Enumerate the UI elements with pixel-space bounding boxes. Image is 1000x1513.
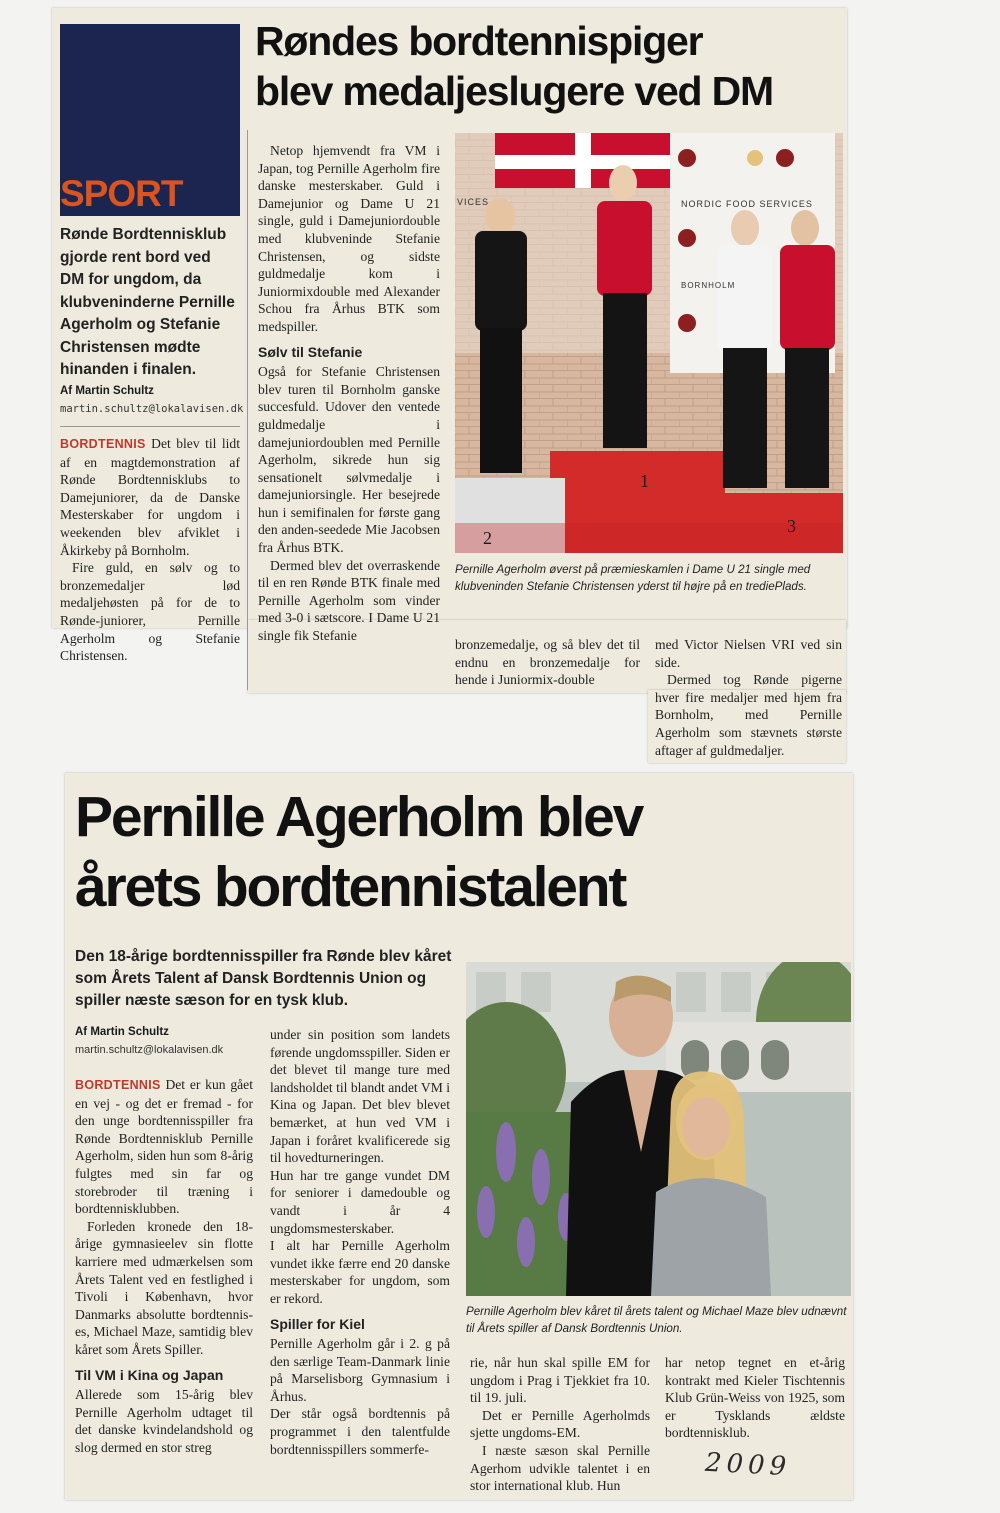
- article2-col2-p2: Hun har tre gange vundet DM for seniorer i damedouble og vandt i år 4 ungdomsmesterskaber.: [270, 1167, 450, 1236]
- article2-col3-p3: I næste sæson skal Pernille Agerhom udvikle talentet i en stor international klub. Hun: [470, 1442, 650, 1494]
- article2-subhead2: Spiller for Kiel: [270, 1315, 365, 1332]
- article1-subhead1: Sølv til Stefanie: [258, 343, 363, 360]
- article2-col3-p2: Det er Pernille Agerholmds sjette ungdoms-EM.: [470, 1407, 650, 1441]
- award-photo-svg: [466, 962, 851, 1296]
- article1-col2-p1: Netop hjemvendt fra VM i Japan, tog Pernille Agerholm fire danske mesterskaber. Guld i Damejunior og Dame U 21 single, guld i Damejuniordouble med klubveninde Stefanie Christensen, og sidste guldmedalje kom i Juniormixdouble med Alexander Schou fra Århus BTK som medspiller.: [258, 143, 440, 334]
- article1-email: martin.schultz@lokalavisen.dk: [60, 403, 244, 415]
- article2-byline: Af Martin Schultz: [75, 1026, 169, 1038]
- article2-col4: [665, 1354, 845, 1442]
- article2-col1: [75, 1076, 253, 1456]
- article2-headline-line2: årets bordtennistalent: [75, 855, 626, 919]
- article1-col4-p1: med Victor Nielsen VRI ved sin side.: [655, 637, 842, 670]
- article1-col4-p2: Dermed tog Rønde pigerne hver fire medaljer med hjem fra Bornholm, med Pernille Agerholm som stævnets største aftager af guldmedaljer.: [655, 672, 842, 758]
- article1-col1: [60, 435, 240, 665]
- article1-col2-p2: Også for Stefanie Christensen blev turen til Bornholm ganske succesfuld. Udover den ventede guldmedalje i damejuniordoublen med Pernille Agerholm, sikrede hun sig sensationelt sølvmedalje i damejuniorsingle. Her besejrede hun i semifinalen for første gang den anden-seedede Mie Jacobsen fra Århus BTK.: [258, 364, 440, 556]
- article1-byline-rule: [60, 426, 240, 427]
- article2-col2-p3: I alt har Pernille Agerholm vundet ikke færre end 20 danske mesterskaber for ungdom, som er rekord.: [270, 1238, 450, 1306]
- banner-text-left: VICES: [457, 197, 490, 207]
- award-photo: [466, 962, 851, 1296]
- article2-col4-p1: har netop tegnet en et-årig kontrakt med Kieler Tischtennis Klub Grün-Weiss von 1925, som er Tysklands ældste bordtennisklub.: [665, 1355, 845, 1441]
- article2-col3: [470, 1354, 650, 1495]
- article1-photo-caption: Pernille Agerholm øverst på præmieskamlen i Dame U 21 single med klubveninden Stefanie Christensen yderst til højre på en trediePlads.: [455, 563, 811, 593]
- article2-col1-p2: Forleden kronede den 18-årige gymnasieelev sin flotte karriere med udmærkelsen som Årets Talent ved en festlighed i Tivoli i København, hvor Danmarks absolutte bordtennis-es, Michael Maze, samtidig blev kåret som Årets Spiller.: [75, 1218, 253, 1357]
- article2-col2: [270, 1026, 450, 1458]
- article1-kicker: BORDTENNIS: [60, 437, 146, 451]
- article2-email: martin.schultz@lokalavisen.dk: [75, 1044, 224, 1056]
- article1-headline-line2: blev medaljeslugere ved DM: [255, 68, 773, 114]
- podium-label-2: 2: [483, 528, 492, 548]
- article2-col2-p4: Pernille Agerholm går i 2. g på den særlige Team-Danmark linie på Marselisborg Gymnasium i Århus.: [270, 1336, 450, 1404]
- article1-byline: Af Martin Schultz: [60, 385, 154, 397]
- article2-col1-p1: Det er kun gået en vej - og det er fremad - for den unge bordtennisspiller fra Rønde Bordtennisklub Pernille Agerholm, siden hun som 8-årig fulgtes med sin far og storebroder til træning i bordtennisklubben.: [75, 1077, 253, 1217]
- article2-subhead1: Til VM i Kina og Japan: [75, 1366, 224, 1383]
- article1-column-rule: [247, 130, 248, 690]
- podium-photo-svg: [455, 133, 843, 553]
- article1-col2: [258, 142, 440, 645]
- article1-headline-line1: Røndes bordtennispiger: [255, 18, 703, 64]
- article1-col1-p1: Det blev til lidt af en magtdemonstration af Rønde Bordtennisklubs to Damejuniorer, da de Danske Mesterskaber for ungdom i weekenden blev afviklet i Åkirkeby på Bornholm.: [60, 436, 240, 558]
- article1-col3-p1: bronzemedalje, og så blev det til endnu en bronzemedalje for hende i Juniormix-double: [455, 637, 640, 688]
- article1-col1-p2: Fire guld, en sølv og to bronzemedaljer lød medaljehøsten på for de to Rønde-juniorer, Pernille Agerholm og Stefanie Christensen.: [60, 560, 240, 664]
- podium-photo: [455, 133, 843, 553]
- article1-col4: [655, 636, 842, 759]
- article2-col2-p1: under sin position som landets førende ungdomsspiller. Siden er det blevet til mange ture med landsholdet til blandt andet VM i Kina og Japan. Det blev blevet bemærket, at hun ved VM i Japan i foråret kvalificerede sig til hovedturneringen.: [270, 1027, 450, 1166]
- handwritten-year: 2009: [704, 1447, 792, 1483]
- article2-col3-p1: rie, når hun skal spille EM for ungdom i Prag i Tjekkiet fra 10. til 19. juli.: [470, 1355, 650, 1406]
- article2-headline-line1: Pernille Agerholm blev: [75, 785, 643, 849]
- banner-text: NORDIC FOOD SERVICES: [681, 199, 813, 209]
- article1-lead: Rønde Bordtennisklub gjorde rent bord ved DM for ungdom, da klubveninderne Pernille Agerholm og Stefanie Christensen mødte hinanden i finalen.: [60, 226, 235, 378]
- article2-photo-caption: Pernille Agerholm blev kåret til årets talent og Michael Maze blev udnævnt til Årets spiller af Dansk Bordtennis Union.: [466, 1305, 847, 1335]
- section-label: SPORT: [60, 173, 183, 214]
- article1-col2-p3: Dermed blev det overraskende til en ren Rønde BTK finale med Pernille Agerholm som vinder med 3-0 i sætscore. I Dame U 21 single fik Stefanie: [258, 557, 440, 644]
- article2-lead: Den 18-årige bordtennisspiller fra Rønde blev kåret som Årets Talent af Dansk Bordtennis Union og spiller næste sæson for en tysk klub.: [75, 948, 452, 1009]
- article2-col2-p5: Der står også bordtennis på programmet i den talentfulde bordtennisspillers sommerfe-: [270, 1406, 450, 1457]
- article2-headline: [75, 782, 845, 922]
- podium-label-1: 1: [640, 471, 649, 491]
- article2-col1-p3: Allerede som 15-årig blev Pernille Agerholm udtaget til det danske kvindelandshold og slog dermed en stor streg: [75, 1387, 253, 1455]
- article1-col3: [455, 636, 640, 689]
- article2-kicker: BORDTENNIS: [75, 1078, 161, 1092]
- article1-headline: [255, 16, 835, 116]
- banner-bornholm: BORNHOLM: [681, 281, 736, 290]
- podium-label-3: 3: [787, 516, 796, 536]
